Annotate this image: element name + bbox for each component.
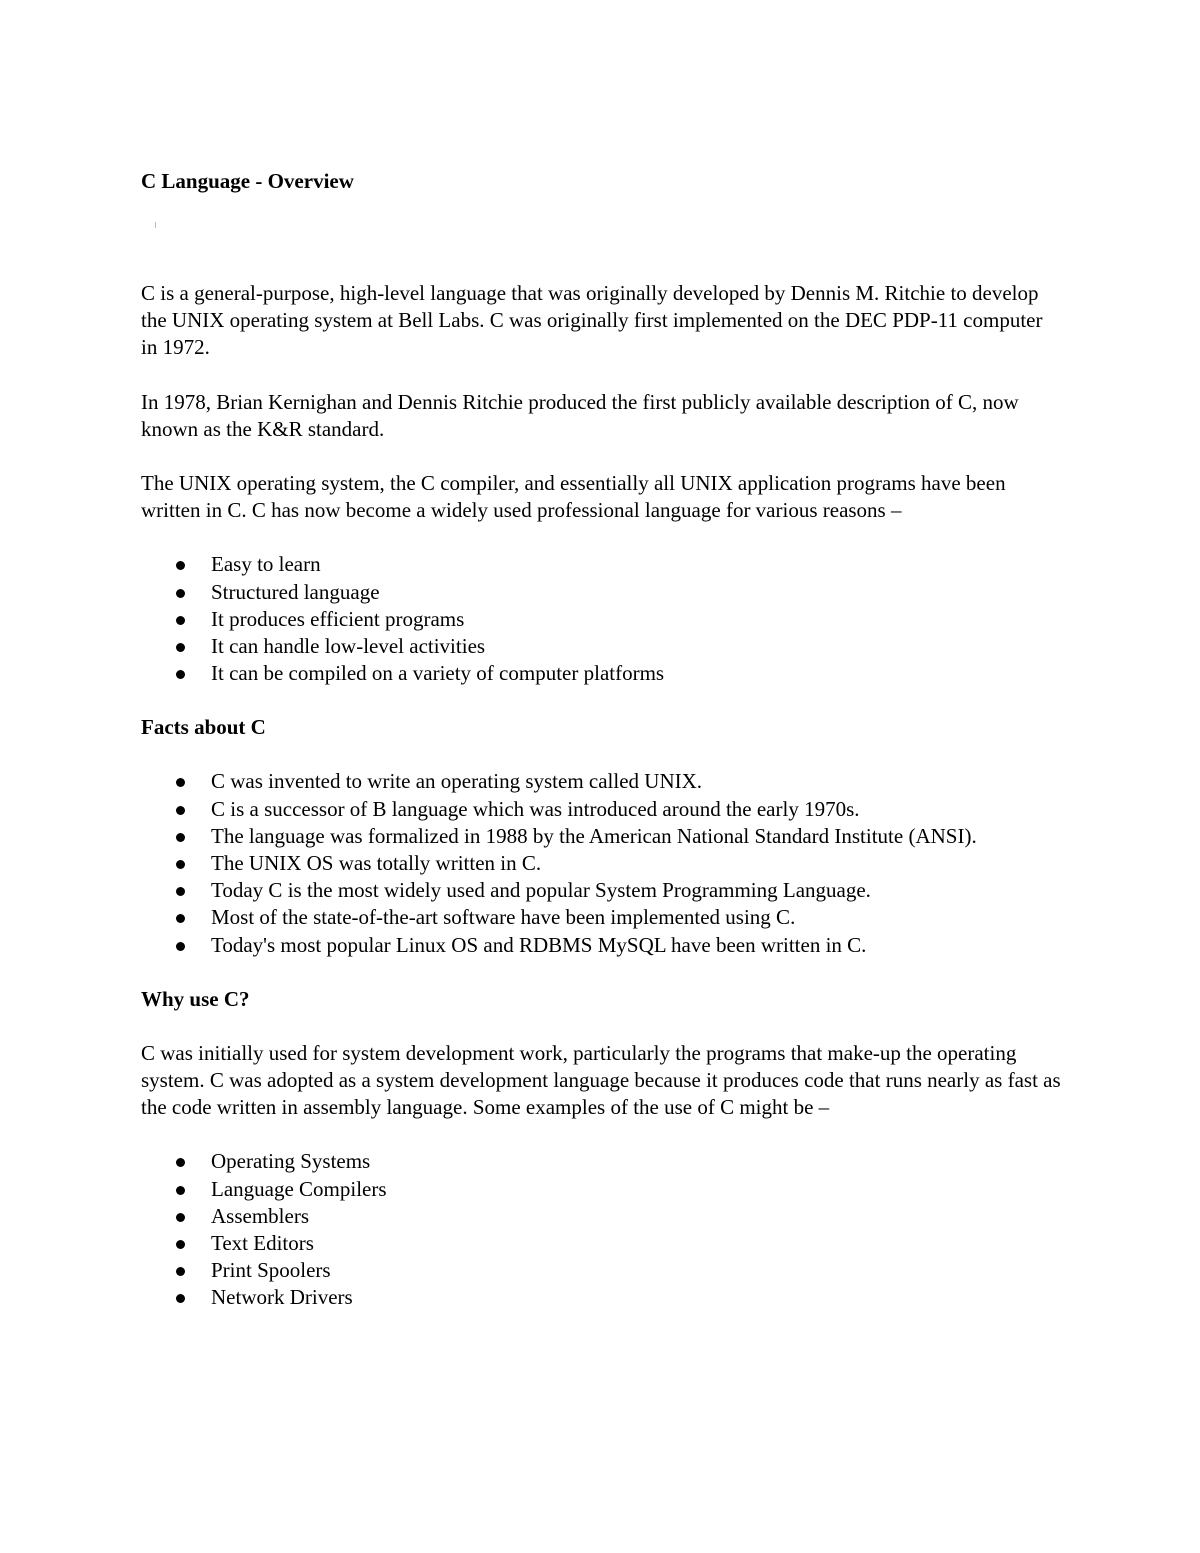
bullet-icon bbox=[176, 561, 185, 570]
bullet-icon bbox=[176, 1158, 185, 1167]
list-item bbox=[141, 904, 1061, 931]
list-item-text: The language was formalized in 1988 by the American National Standard Institute (ANSI). bbox=[211, 823, 977, 848]
bullet-icon bbox=[176, 778, 185, 787]
list-item-text: C is a successor of B language which was introduced around the early 1970s. bbox=[211, 796, 860, 821]
bullet-icon bbox=[176, 670, 185, 679]
list-item-text: It produces efficient programs bbox=[211, 606, 465, 631]
list-item-text: It can be compiled on a variety of computer platforms bbox=[211, 661, 665, 686]
facts-list bbox=[141, 768, 1061, 958]
list-item-text: Language Compilers bbox=[211, 1176, 387, 1201]
intro-paragraph-3: The UNIX operating system, the C compiler, and essentially all UNIX application programs have been written in C. C has now become a widely used professional language for various reasons – bbox=[141, 471, 1006, 523]
intro-paragraph-1: C is a general-purpose, high-level language that was originally developed by Dennis M. Ritchie to develop the UNIX operating system at Bell Labs. C was originally first implemented on the DEC PDP-11 computer in 1972. bbox=[141, 281, 1043, 360]
list-item bbox=[141, 823, 1061, 850]
list-item-text: Assemblers bbox=[211, 1203, 309, 1228]
bullet-icon bbox=[176, 833, 185, 842]
bullet-icon bbox=[176, 1267, 185, 1276]
reasons-list bbox=[141, 551, 1061, 687]
bullet-icon bbox=[176, 806, 185, 815]
facts-heading: Facts about C bbox=[141, 715, 266, 740]
list-item bbox=[141, 1176, 1061, 1203]
uses-list bbox=[141, 1148, 1061, 1311]
list-item bbox=[141, 877, 1061, 904]
list-item-text: Operating Systems bbox=[211, 1149, 371, 1174]
list-item bbox=[141, 633, 1061, 660]
list-item bbox=[141, 1257, 1061, 1284]
list-item bbox=[141, 660, 1061, 687]
list-item bbox=[141, 551, 1061, 578]
bullet-icon bbox=[176, 860, 185, 869]
bullet-icon bbox=[176, 942, 185, 951]
list-item bbox=[141, 579, 1061, 606]
list-item-text: Today C is the most widely used and popular System Programming Language. bbox=[211, 878, 871, 903]
bullet-icon bbox=[176, 589, 185, 598]
list-item bbox=[141, 850, 1061, 877]
list-item bbox=[141, 1203, 1061, 1230]
list-item-text: C was invented to write an operating system called UNIX. bbox=[211, 769, 703, 794]
list-item-text: Easy to learn bbox=[211, 552, 321, 577]
bullet-icon bbox=[176, 1294, 185, 1303]
list-item bbox=[141, 1148, 1061, 1175]
bullet-icon bbox=[176, 887, 185, 896]
page-title: C Language - Overview bbox=[141, 169, 354, 193]
bullet-icon bbox=[176, 1186, 185, 1195]
bullet-icon bbox=[176, 914, 185, 923]
list-item-text: Structured language bbox=[211, 579, 380, 604]
list-item bbox=[141, 1284, 1061, 1311]
why-heading: Why use C? bbox=[141, 986, 250, 1011]
bullet-icon bbox=[176, 643, 185, 652]
list-item-text: Most of the state-of-the-art software have been implemented using C. bbox=[211, 905, 796, 930]
list-item-text: Network Drivers bbox=[211, 1285, 353, 1310]
bullet-icon bbox=[176, 1240, 185, 1249]
list-item-text: Text Editors bbox=[211, 1231, 314, 1256]
list-item bbox=[141, 796, 1061, 823]
list-item-text: The UNIX OS was totally written in C. bbox=[211, 851, 542, 876]
list-item bbox=[141, 606, 1061, 633]
intro-paragraph-2: In 1978, Brian Kernighan and Dennis Ritchie produced the first publicly available description of C, now known as the K&R standard. bbox=[141, 389, 1019, 441]
bullet-icon bbox=[176, 616, 185, 625]
document-page bbox=[141, 168, 1061, 1312]
list-item-text: Today's most popular Linux OS and RDBMS MySQL have been written in C. bbox=[211, 932, 867, 957]
list-item-text: Print Spoolers bbox=[211, 1258, 331, 1283]
bullet-icon bbox=[176, 1213, 185, 1222]
why-paragraph: C was initially used for system development work, particularly the programs that make-up the operating system. C was adopted as a system development language because it produces code that runs nearly as fast as the code written in assembly language. Some examples of the use of C might be – bbox=[141, 1040, 1061, 1120]
list-item bbox=[141, 1230, 1061, 1257]
list-item-text: It can handle low-level activities bbox=[211, 634, 486, 659]
list-item bbox=[141, 768, 1061, 795]
list-item bbox=[141, 932, 1061, 959]
